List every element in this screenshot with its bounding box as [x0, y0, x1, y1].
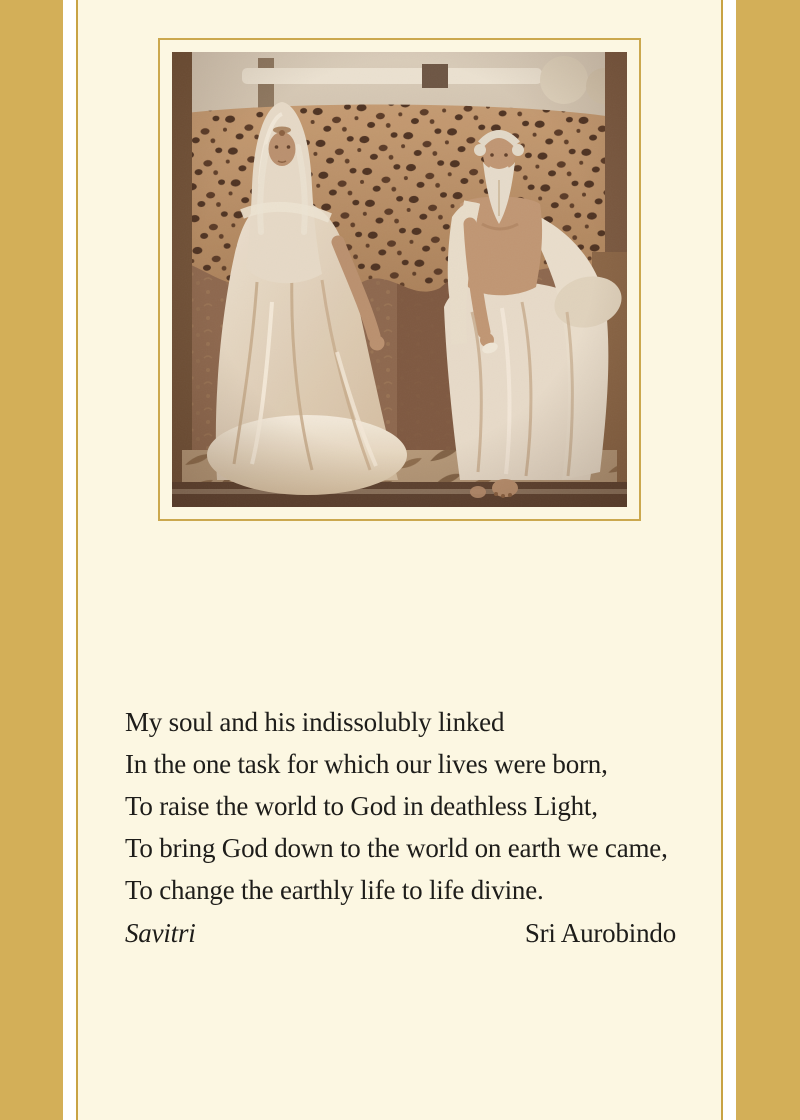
- poem-attribution: [125, 912, 676, 954]
- poem-source-title: Savitri: [125, 918, 196, 948]
- photo-frame: [158, 38, 641, 521]
- photo-sepia-portrait: [172, 52, 627, 507]
- poem-line-5: To change the earthly life to life divine.: [125, 875, 544, 905]
- poem-line-4: To bring God down to the world on earth we came,: [125, 833, 668, 863]
- poem-line-1: My soul and his indissolubly linked: [125, 707, 505, 737]
- poem-block: [125, 701, 676, 954]
- photo-grain: [172, 52, 627, 507]
- poem-author: Sri Aurobindo: [524, 918, 676, 948]
- poem-line-2: In the one task for which our lives were born,: [125, 749, 608, 779]
- poem-line-3: To raise the world to God in deathless Light,: [125, 791, 598, 821]
